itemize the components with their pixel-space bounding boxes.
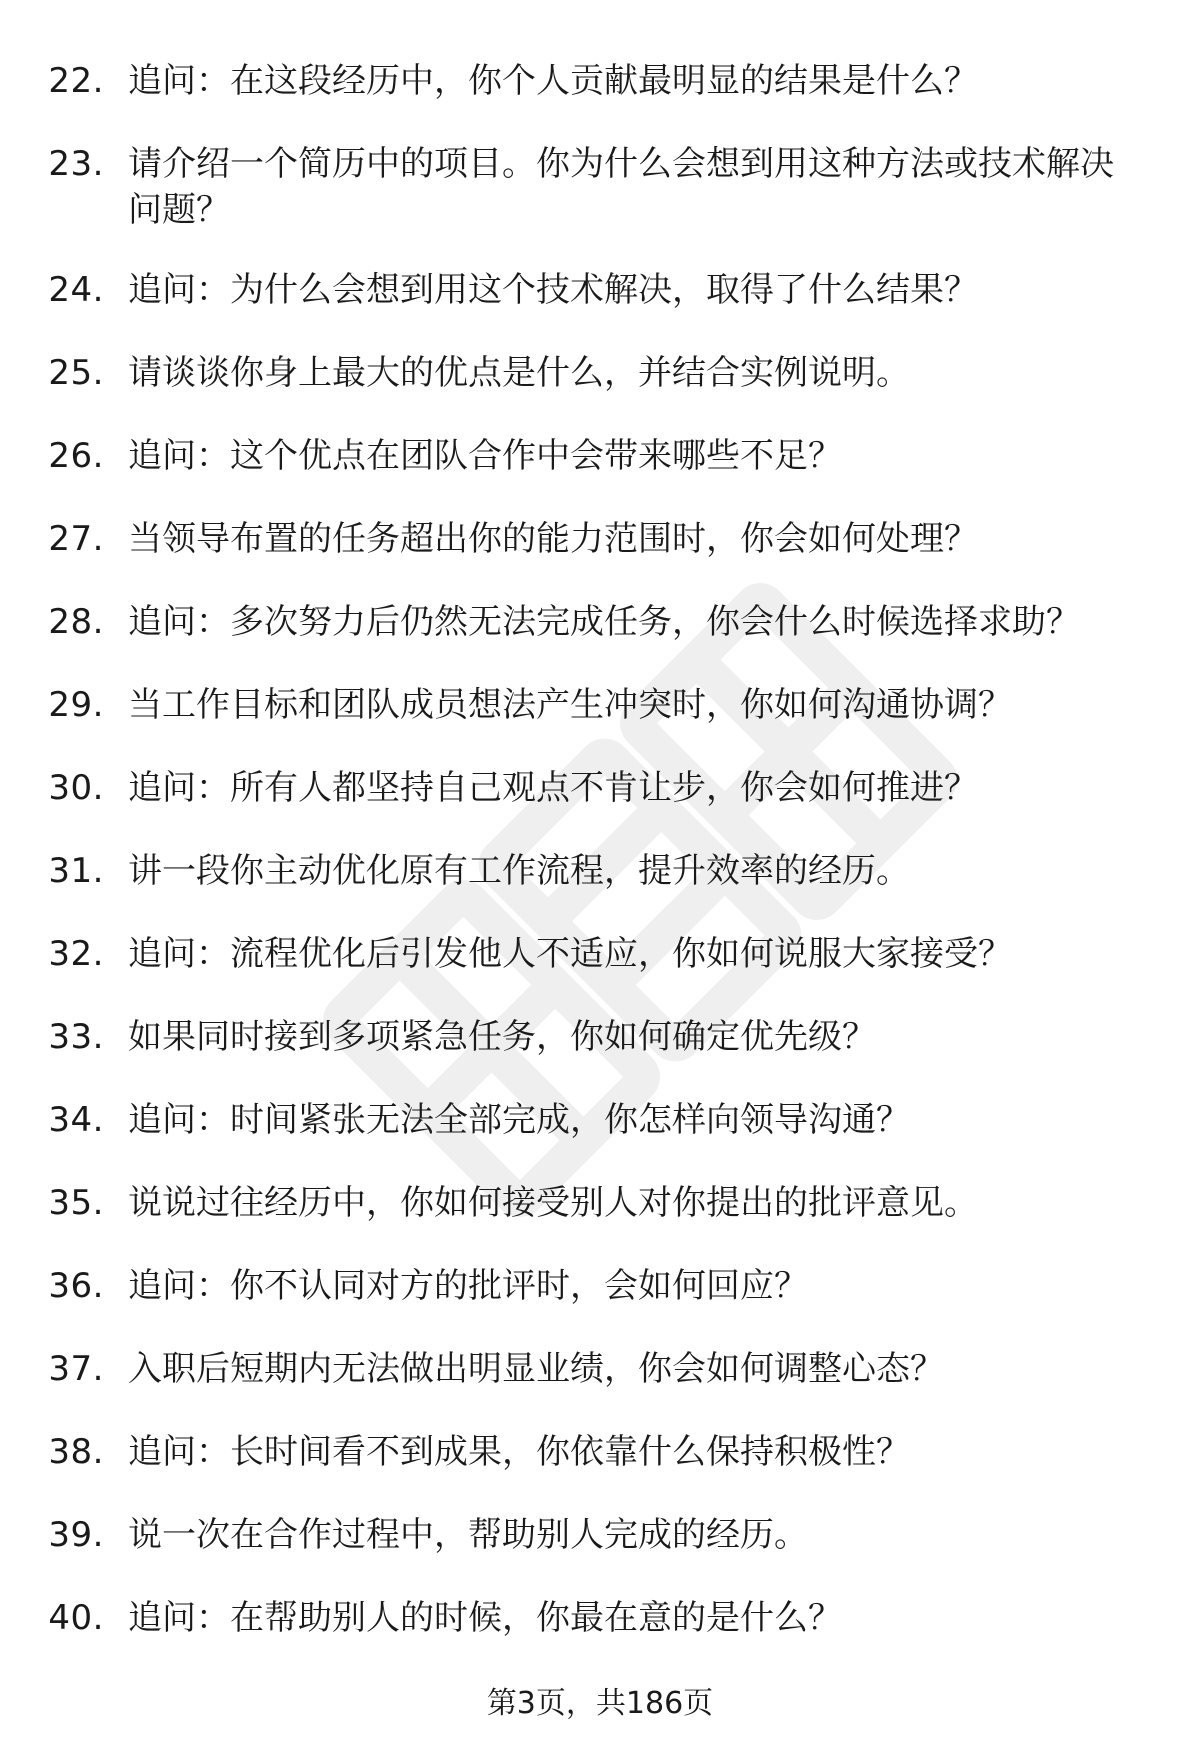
question-text: 追问：时间紧张无法全部完成，你怎样向领导沟通？ (128, 1100, 910, 1140)
question-number: 28. (48, 602, 104, 642)
question-text: 讲一段你主动优化原有工作流程，提升效率的经历。 (128, 851, 910, 891)
question-number: 40. (48, 1598, 104, 1638)
question-text: 追问：为什么会想到用这个技术解决，取得了什么结果？ (128, 270, 978, 310)
question-number: 26. (48, 436, 104, 476)
list-item (0, 765, 1200, 811)
question-number: 25. (48, 353, 104, 393)
question-text: 入职后短期内无法做出明显业绩，你会如何调整心态？ (128, 1349, 944, 1389)
question-list (0, 58, 1200, 1678)
question-text: 说说过往经历中，你如何接受别人对你提出的批评意见。 (128, 1183, 978, 1223)
question-text: 追问：多次努力后仍然无法完成任务，你会什么时候选择求助？ (128, 602, 1080, 642)
question-text: 请介绍一个简历中的项目。你为什么会想到用这种方法或技术解决问题？ (128, 144, 1114, 230)
question-number: 30. (48, 768, 104, 808)
question-number: 22. (48, 61, 104, 101)
question-text: 请谈谈你身上最大的优点是什么，并结合实例说明。 (128, 353, 910, 393)
question-text: 说一次在合作过程中，帮助别人完成的经历。 (128, 1515, 808, 1555)
question-number: 24. (48, 270, 104, 310)
list-item (0, 1180, 1200, 1226)
list-item (0, 267, 1200, 313)
question-number: 31. (48, 851, 104, 891)
question-number: 27. (48, 519, 104, 559)
list-item (0, 1014, 1200, 1060)
question-number: 35. (48, 1183, 104, 1223)
list-item (0, 516, 1200, 562)
list-item (0, 1429, 1200, 1475)
list-item (0, 1097, 1200, 1143)
question-number: 37. (48, 1349, 104, 1389)
question-text: 追问：在这段经历中，你个人贡献最明显的结果是什么？ (128, 61, 978, 101)
question-text: 追问：你不认同对方的批评时，会如何回应？ (128, 1266, 808, 1306)
question-number: 33. (48, 1017, 104, 1057)
question-text: 当领导布置的任务超出你的能力范围时，你会如何处理？ (128, 519, 978, 559)
list-item (0, 1512, 1200, 1558)
page-footer: 第3页，共186页 (486, 1686, 714, 1721)
question-number: 34. (48, 1100, 104, 1140)
question-text: 追问：流程优化后引发他人不适应，你如何说服大家接受？ (128, 934, 1012, 974)
question-number: 32. (48, 934, 104, 974)
list-item (0, 141, 1200, 233)
question-number: 29. (48, 685, 104, 725)
question-number: 38. (48, 1432, 104, 1472)
question-number: 39. (48, 1515, 104, 1555)
list-item (0, 682, 1200, 728)
list-item (0, 848, 1200, 894)
list-item (0, 1346, 1200, 1392)
question-text: 追问：在帮助别人的时候，你最在意的是什么？ (128, 1598, 842, 1638)
list-item (0, 931, 1200, 977)
question-text: 如果同时接到多项紧急任务，你如何确定优先级？ (128, 1017, 876, 1057)
question-text: 追问：所有人都坚持自己观点不肯让步，你会如何推进？ (128, 768, 978, 808)
list-item (0, 599, 1200, 645)
list-item (0, 433, 1200, 479)
question-number: 23. (48, 144, 104, 184)
list-item (0, 350, 1200, 396)
question-number: 36. (48, 1266, 104, 1306)
list-item (0, 58, 1200, 104)
question-text: 当工作目标和团队成员想法产生冲突时，你如何沟通协调？ (128, 685, 1012, 725)
list-item (0, 1595, 1200, 1641)
list-item (0, 1263, 1200, 1309)
question-text: 追问：长时间看不到成果，你依靠什么保持积极性？ (128, 1432, 910, 1472)
question-text: 追问：这个优点在团队合作中会带来哪些不足？ (128, 436, 842, 476)
